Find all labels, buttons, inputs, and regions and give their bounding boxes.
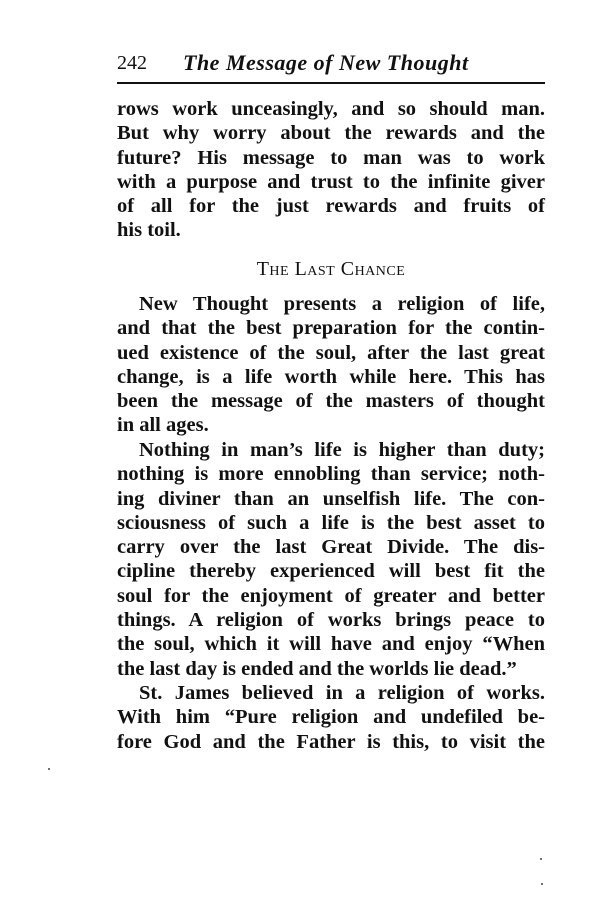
text-line: New Thought presents a religion of life, — [139, 293, 545, 315]
text-line: ued existence of the soul, after the last great — [117, 341, 545, 364]
paragraph-1 — [117, 97, 545, 243]
text-line: sciousness of such a life is the best asset to — [117, 511, 545, 534]
text-line: change, is a life worth while here. This has — [117, 365, 545, 388]
paragraph-2 — [117, 292, 545, 438]
paragraph-4 — [117, 681, 545, 754]
running-title: The Message of New Thought — [183, 50, 469, 75]
text-line: But why worry about the rewards and the — [117, 122, 545, 145]
running-header — [117, 50, 545, 78]
scan-speck — [48, 768, 50, 770]
text-line: nothing is more ennobling than service; noth- — [117, 463, 545, 486]
text-line: been the message of the masters of thought — [117, 390, 545, 413]
text-line: cipline thereby experienced will best fit the — [117, 560, 545, 583]
text-line: carry over the last Great Divide. The dis- — [117, 536, 545, 559]
text-line: St. James believed in a religion of works. — [139, 682, 545, 704]
text-line: things. A religion of works brings peace to — [117, 609, 545, 632]
text-line: with a purpose and trust to the infinite giver — [117, 170, 545, 193]
text-line: With him “Pure religion and undefiled be- — [117, 706, 545, 729]
text-line: fore God and the Father is this, to visit the — [117, 730, 545, 753]
header-rule — [117, 82, 545, 84]
text-line: Nothing in man’s life is higher than duty; — [139, 439, 545, 461]
paragraph-3 — [117, 438, 545, 681]
text-line: future? His message to man was to work — [117, 146, 545, 169]
text-line: the last day is ended and the worlds lie dead.” — [117, 657, 517, 680]
text-line: of all for the just rewards and fruits of — [117, 195, 545, 218]
text-line: rows work unceasingly, and so should man. — [117, 98, 545, 120]
text-line: ing diviner than an unselfish life. The con- — [117, 487, 545, 510]
text-line: and that the best preparation for the contin- — [117, 317, 545, 340]
scan-speck — [541, 883, 543, 885]
text-line: soul for the enjoyment of greater and better — [117, 584, 545, 607]
page-number: 242 — [117, 52, 147, 74]
section-heading: The Last Chance — [256, 258, 406, 280]
scan-speck — [540, 858, 542, 860]
text-line: in all ages. — [117, 414, 209, 437]
text-line: his toil. — [117, 219, 181, 242]
text-line: the soul, which it will have and enjoy “When — [117, 633, 545, 656]
